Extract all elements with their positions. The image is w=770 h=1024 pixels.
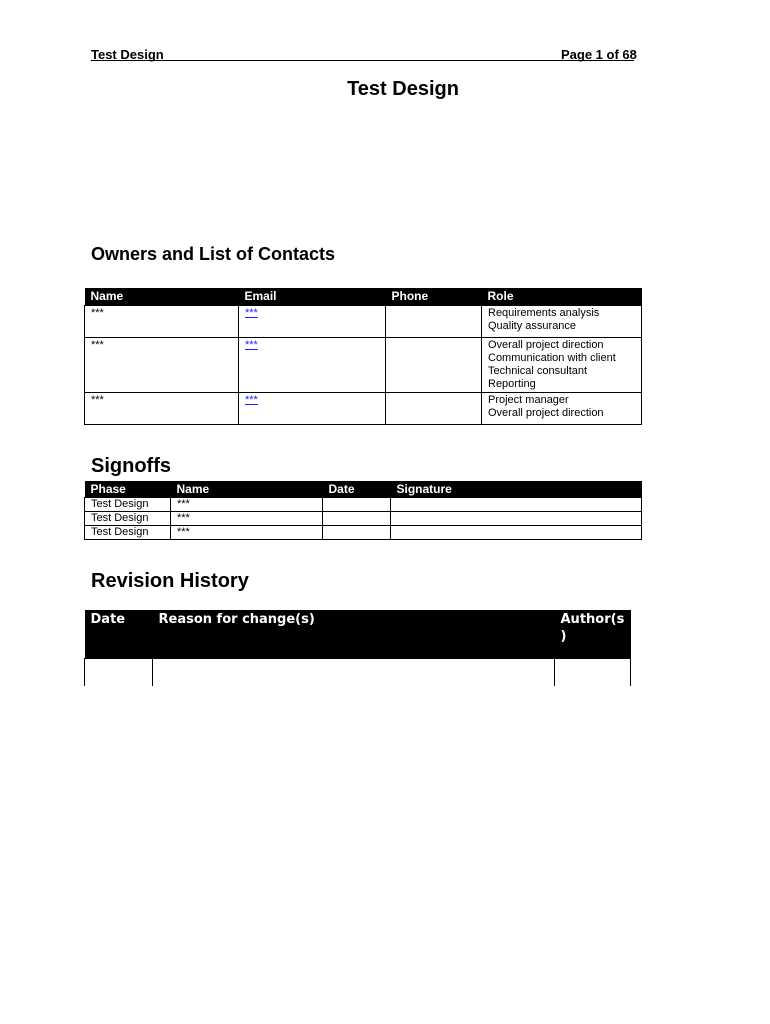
- contact-email-cell: [239, 393, 386, 425]
- table-row: [85, 526, 642, 540]
- signoff-signature: [391, 498, 642, 512]
- table-header-row: [85, 288, 642, 306]
- contacts-table: [84, 288, 642, 425]
- contact-role: Overall project direction Communication with client Technical consultant Reporting: [482, 338, 642, 393]
- column-header-name: Name: [85, 288, 239, 306]
- contact-name: ***: [85, 306, 239, 338]
- contact-email-cell: [239, 306, 386, 338]
- signoff-phase: Test Design: [85, 512, 171, 526]
- revision-heading: Revision History: [91, 570, 249, 592]
- signoff-name: ***: [171, 498, 323, 512]
- page-number: Page 1 of 68: [561, 47, 637, 62]
- table-row: [85, 338, 642, 393]
- contact-phone: [386, 393, 482, 425]
- contact-email-link[interactable]: ***: [245, 307, 258, 319]
- signoff-date: [323, 526, 391, 540]
- signoff-phase: Test Design: [85, 498, 171, 512]
- revision-table: [84, 610, 631, 686]
- table-header-row: [85, 610, 631, 659]
- signoff-phase: Test Design: [85, 526, 171, 540]
- column-header-role: Role: [482, 288, 642, 306]
- table-row: [85, 393, 642, 425]
- table-row: [85, 498, 642, 512]
- contact-role: Project manager Overall project direction: [482, 393, 642, 425]
- header-rule: [91, 60, 634, 61]
- column-header-date: Date: [85, 610, 153, 659]
- column-header-date: Date: [323, 481, 391, 498]
- contacts-heading: Owners and List of Contacts: [91, 244, 336, 264]
- column-header-email: Email: [239, 288, 386, 306]
- running-header-title: Test Design: [91, 47, 164, 62]
- signoff-signature: [391, 526, 642, 540]
- signoffs-heading: Signoffs: [91, 455, 171, 477]
- contact-email-link[interactable]: ***: [245, 394, 258, 406]
- revision-reason: [153, 659, 555, 687]
- table-row: [85, 659, 631, 687]
- contact-name: ***: [85, 338, 239, 393]
- contact-phone: [386, 338, 482, 393]
- signoff-name: ***: [171, 526, 323, 540]
- signoff-date: [323, 512, 391, 526]
- column-header-reason: Reason for change(s): [153, 610, 555, 659]
- signoff-name: ***: [171, 512, 323, 526]
- contact-email-cell: [239, 338, 386, 393]
- signoff-date: [323, 498, 391, 512]
- contact-role: Requirements analysis Quality assurance: [482, 306, 642, 338]
- signoff-signature: [391, 512, 642, 526]
- column-header-signature: Signature: [391, 481, 642, 498]
- column-header-phase: Phase: [85, 481, 171, 498]
- table-row: [85, 512, 642, 526]
- contact-phone: [386, 306, 482, 338]
- table-row: [85, 306, 642, 338]
- revision-date: [85, 659, 153, 687]
- contact-name: ***: [85, 393, 239, 425]
- table-header-row: [85, 481, 642, 498]
- contact-email-link[interactable]: ***: [245, 339, 258, 351]
- document-title: Test Design: [347, 78, 459, 100]
- column-header-phone: Phone: [386, 288, 482, 306]
- revision-author: [555, 659, 631, 687]
- column-header-authors: Author(s ): [555, 610, 631, 659]
- column-header-name: Name: [171, 481, 323, 498]
- signoffs-table: [84, 481, 642, 540]
